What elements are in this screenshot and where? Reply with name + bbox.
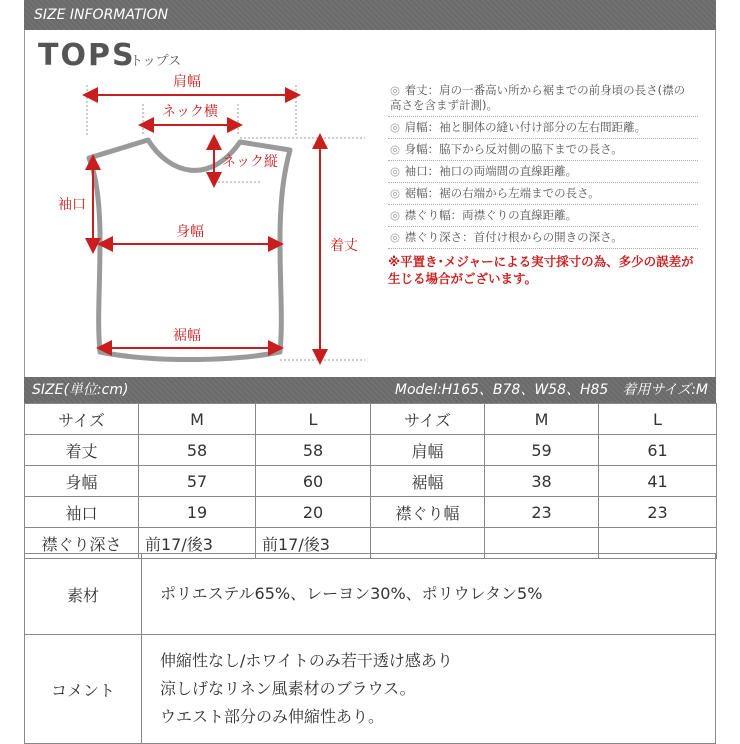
comment-line: 伸縮性なし/ホワイトのみ若干透け感あり <box>160 651 453 670</box>
table-cell: 19 <box>139 497 256 528</box>
table-cell: 23 <box>599 497 717 528</box>
circle-bullet-icon: ◎ <box>390 83 401 97</box>
circle-bullet-icon: ◎ <box>390 208 401 222</box>
table-row <box>25 435 717 466</box>
table-cell: 60 <box>256 466 371 497</box>
table-cell: 41 <box>599 466 717 497</box>
table-cell: L <box>599 404 717 435</box>
length-label: 着丈 <box>330 238 358 254</box>
table-cell: 前17/後3 <box>256 528 371 559</box>
shoulder-label: 肩幅 <box>173 74 201 90</box>
table-cell: 襟ぐり幅 <box>371 497 485 528</box>
comment-row <box>25 635 716 744</box>
table-cell: 裾幅 <box>371 466 485 497</box>
cuff-label: 袖口 <box>58 197 86 213</box>
table-cell: サイズ <box>25 404 139 435</box>
comment-value <box>142 635 716 744</box>
table-cell: M <box>139 404 256 435</box>
model-info: Model:H165、B78、W58、H85 着用サイズ:M <box>394 382 708 398</box>
material-row <box>25 554 716 635</box>
table-cell: 着丈 <box>25 435 139 466</box>
table-cell: 身幅 <box>25 466 139 497</box>
note-item: ◎ 肩幅：袖と胴体の縫い付け部分の左右間距離。 <box>388 117 698 139</box>
note-item: ◎ 身幅：脇下から反対側の脇下までの長さ。 <box>388 139 698 161</box>
table-cell: L <box>256 404 371 435</box>
table-cell: 58 <box>139 435 256 466</box>
table-cell: サイズ <box>371 404 485 435</box>
measurement-notes <box>388 80 698 287</box>
measurement-warning: ※平置き･メジャーによる実寸採寸の為、多少の誤差が生じる場合がございます。 <box>388 254 694 286</box>
note-item: ◎ 着丈：肩の一番高い所から裾までの前身頃の長さ(襟の高さを含まず計測)。 <box>388 80 698 117</box>
neck-width-label: ネック横 <box>162 104 218 120</box>
tops-subtitle: トップス <box>130 54 182 69</box>
circle-bullet-icon: ◎ <box>390 142 401 156</box>
table-header-row <box>25 404 717 435</box>
circle-bullet-icon: ◎ <box>390 164 401 178</box>
material-value: ポリエステル65%、レーヨン30%、ポリウレタン5% <box>142 554 716 635</box>
table-cell: 58 <box>256 435 371 466</box>
table-row <box>25 497 717 528</box>
comment-label: コメント <box>25 635 142 744</box>
info-table <box>24 553 716 744</box>
table-row <box>25 466 717 497</box>
comment-line: ウエスト部分のみ伸縮性あり。 <box>160 707 385 726</box>
note-item: ◎ 裾幅：裾の右端から左端までの長さ。 <box>388 183 698 205</box>
table-cell: 61 <box>599 435 717 466</box>
neck-depth-label: ネック縦 <box>222 154 278 170</box>
table-cell: 袖口 <box>25 497 139 528</box>
size-table <box>24 403 717 559</box>
body-width-label: 身幅 <box>176 224 204 240</box>
material-label: 素材 <box>25 554 142 635</box>
table-cell: M <box>485 404 599 435</box>
size-unit-label: SIZE(単位:cm) <box>32 382 129 398</box>
table-cell: 肩幅 <box>371 435 485 466</box>
hem-label: 裾幅 <box>173 328 201 344</box>
table-cell: 20 <box>256 497 371 528</box>
note-item: ◎ 襟ぐり深さ：首付け根からの開きの深さ。 <box>388 227 698 249</box>
circle-bullet-icon: ◎ <box>390 186 401 200</box>
size-bar <box>24 377 716 403</box>
garment-outline <box>89 140 290 360</box>
table-cell: 59 <box>485 435 599 466</box>
tops-title: TOPS <box>38 38 136 73</box>
table-cell: 38 <box>485 466 599 497</box>
table-cell: 襟ぐり深さ <box>25 528 139 559</box>
note-item: ◎ 襟ぐり幅：両襟ぐりの直線距離。 <box>388 205 698 227</box>
table-cell: 57 <box>139 466 256 497</box>
table-cell: 23 <box>485 497 599 528</box>
table-cell: 前17/後3 <box>139 528 256 559</box>
circle-bullet-icon: ◎ <box>390 230 401 244</box>
note-item: ◎ 袖口：袖口の両端間の直線距離。 <box>388 161 698 183</box>
comment-line: 涼しげなリネン風素材のブラウス。 <box>160 679 416 698</box>
header-title: SIZE INFORMATION <box>34 7 169 23</box>
circle-bullet-icon: ◎ <box>390 120 401 134</box>
